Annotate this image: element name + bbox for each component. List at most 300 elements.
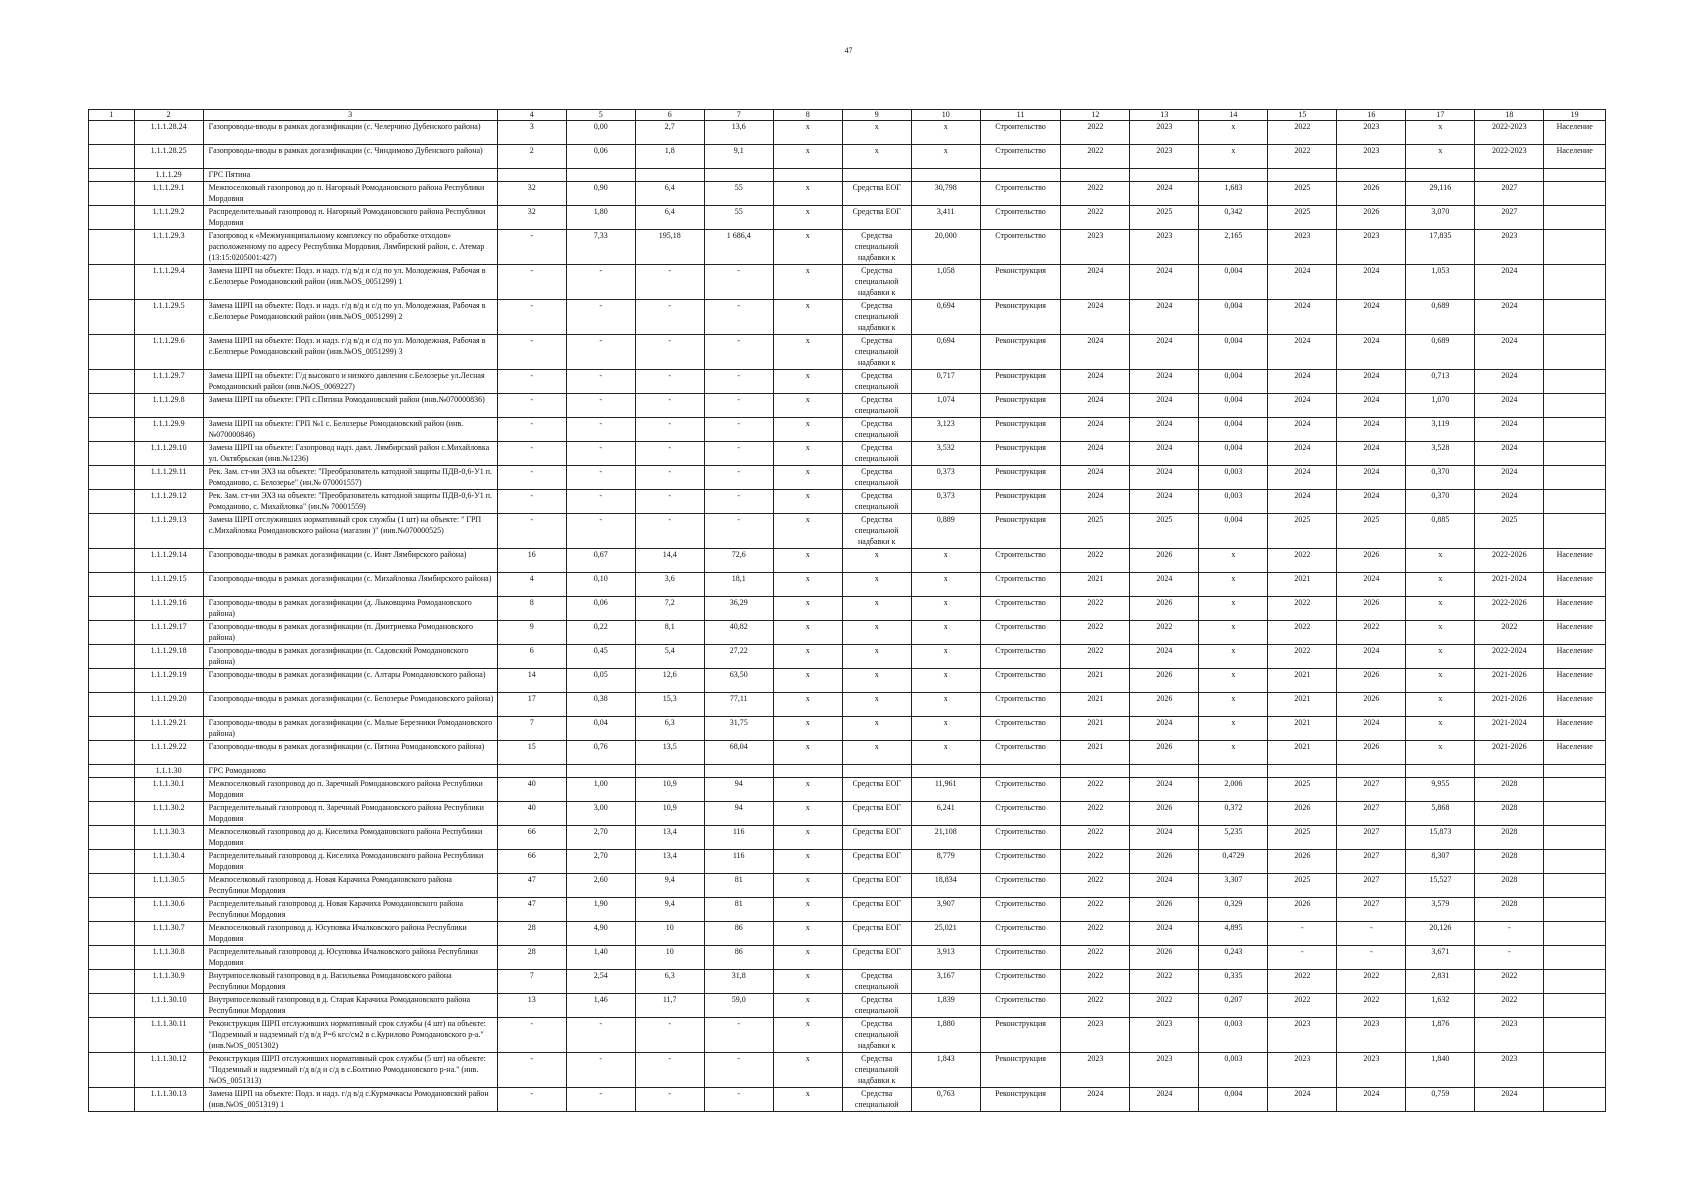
- table-cell: Средства ЕОГ: [842, 206, 911, 230]
- table-cell: 1,070: [1406, 394, 1475, 418]
- table-cell: 2024: [1268, 300, 1337, 335]
- table-cell: Строительство: [980, 802, 1061, 826]
- table-cell: [1544, 778, 1606, 802]
- table-cell: 15: [497, 741, 566, 765]
- table-cell: -: [704, 1053, 773, 1088]
- table-cell: Межпоселковый газопровод до п. Заречный Ромодановского района Республики Мордовия: [203, 778, 497, 802]
- table-cell: Средства специальной надбавки к: [842, 514, 911, 549]
- table-cell: 0,004: [1199, 418, 1268, 442]
- table-cell: 2,70: [566, 826, 635, 850]
- table-cell: -: [704, 466, 773, 490]
- table-cell: x: [773, 621, 842, 645]
- table-cell: [89, 970, 135, 994]
- table-cell: 9,955: [1406, 778, 1475, 802]
- column-number: 5: [566, 110, 635, 121]
- table-row: [89, 145, 1606, 169]
- table-cell: 11,961: [911, 778, 980, 802]
- table-cell: Газопроводы-вводы в рамках догазификации (д. Лыковщина Ромодановского района): [203, 597, 497, 621]
- table-cell: x: [1406, 597, 1475, 621]
- table-cell: Реконструкция ШРП отслуживших нормативный срок службы (5 шт) на объекте: "Подземный и надземный г/д в/д и с/д в с.Болтино Ромодановского р-на." (инв.№OS_0051313): [203, 1053, 497, 1088]
- table-cell: [1544, 765, 1606, 778]
- table-cell: 0,370: [1406, 490, 1475, 514]
- table-cell: 1,683: [1199, 182, 1268, 206]
- table-cell: Средства специальной: [842, 442, 911, 466]
- table-cell: 2023: [1061, 1018, 1130, 1053]
- table-cell: 10,9: [635, 778, 704, 802]
- table-cell: x: [773, 850, 842, 874]
- table-cell: 1.1.1.29.14: [134, 549, 203, 573]
- table-cell: [1544, 442, 1606, 466]
- table-cell: 3,00: [566, 802, 635, 826]
- table-cell: Население: [1544, 669, 1606, 693]
- table-cell: x: [1199, 669, 1268, 693]
- table-cell: 31,8: [704, 970, 773, 994]
- table-cell: 1.1.1.29.15: [134, 573, 203, 597]
- table-cell: 2023: [1268, 1018, 1337, 1053]
- table-cell: [89, 874, 135, 898]
- table-cell: [980, 169, 1061, 182]
- table-row: [89, 826, 1606, 850]
- table-cell: -: [704, 442, 773, 466]
- table-cell: 0,004: [1199, 265, 1268, 300]
- table-cell: 6,3: [635, 717, 704, 741]
- table-cell: -: [704, 1088, 773, 1112]
- table-cell: 2024: [1337, 490, 1406, 514]
- table-cell: 2022: [1061, 549, 1130, 573]
- table-cell: 2021-2024: [1475, 573, 1544, 597]
- table-cell: 1,880: [911, 1018, 980, 1053]
- table-row: [89, 645, 1606, 669]
- table-cell: 9: [497, 621, 566, 645]
- table-cell: 55: [704, 182, 773, 206]
- page-number: 47: [844, 46, 853, 55]
- table-cell: [89, 300, 135, 335]
- table-cell: 2022: [1061, 206, 1130, 230]
- table-cell: [635, 169, 704, 182]
- table-cell: x: [842, 549, 911, 573]
- table-cell: Средства специальной надбавки к: [842, 230, 911, 265]
- table-cell: Средства ЕОГ: [842, 850, 911, 874]
- table-cell: Средства ЕОГ: [842, 802, 911, 826]
- table-cell: 1.1.1.30.4: [134, 850, 203, 874]
- table-cell: 2028: [1475, 802, 1544, 826]
- table-cell: 25,021: [911, 922, 980, 946]
- table-cell: -: [566, 300, 635, 335]
- table-cell: 13: [497, 994, 566, 1018]
- table-cell: 1,90: [566, 898, 635, 922]
- table-cell: x: [773, 645, 842, 669]
- table-cell: 1,80: [566, 206, 635, 230]
- table-row: [89, 230, 1606, 265]
- table-cell: 2021: [1061, 669, 1130, 693]
- table-cell: 2024: [1475, 394, 1544, 418]
- column-number: 16: [1337, 110, 1406, 121]
- table-row: [89, 206, 1606, 230]
- table-cell: 1.1.1.30.10: [134, 994, 203, 1018]
- table-cell: 2021-2024: [1475, 717, 1544, 741]
- table-cell: 1 686,4: [704, 230, 773, 265]
- table-cell: 2027: [1475, 182, 1544, 206]
- table-cell: 2026: [1130, 850, 1199, 874]
- table-cell: 2026: [1337, 549, 1406, 573]
- table-cell: Распределительный газопровод д. Юсуповка Ичалковского района Республики Мордовия: [203, 946, 497, 970]
- table-cell: 2024: [1130, 874, 1199, 898]
- table-cell: 18,1: [704, 573, 773, 597]
- table-cell: [89, 669, 135, 693]
- table-cell: 86: [704, 946, 773, 970]
- table-cell: 2022-2026: [1475, 597, 1544, 621]
- table-cell: 2028: [1475, 826, 1544, 850]
- table-cell: x: [773, 922, 842, 946]
- table-row: [89, 693, 1606, 717]
- table-cell: 40: [497, 778, 566, 802]
- table-cell: Строительство: [980, 206, 1061, 230]
- table-cell: 2026: [1337, 597, 1406, 621]
- table-cell: 1.1.1.29.18: [134, 645, 203, 669]
- table-cell: x: [773, 300, 842, 335]
- table-cell: -: [1475, 922, 1544, 946]
- table-cell: [89, 717, 135, 741]
- table-cell: 2022-2026: [1475, 549, 1544, 573]
- table-cell: Замена ШРП на объекте: Г/д высокого и низкого давления с.Белозерье ул.Лесная Ромодановский район (инв.№OS_0069227): [203, 370, 497, 394]
- table-cell: x: [911, 717, 980, 741]
- table-cell: 2024: [1130, 826, 1199, 850]
- table-cell: 66: [497, 826, 566, 850]
- table-row: [89, 573, 1606, 597]
- table-cell: 2024: [1061, 466, 1130, 490]
- table-cell: 3,6: [635, 573, 704, 597]
- table-cell: 72,6: [704, 549, 773, 573]
- table-cell: x: [1406, 693, 1475, 717]
- table-cell: 14: [497, 669, 566, 693]
- table-cell: x: [911, 573, 980, 597]
- column-number: 3: [203, 110, 497, 121]
- table-cell: [773, 169, 842, 182]
- table-cell: x: [1199, 621, 1268, 645]
- table-cell: 1.1.1.29.8: [134, 394, 203, 418]
- table-cell: -: [704, 394, 773, 418]
- table-cell: [1544, 946, 1606, 970]
- table-cell: 4,90: [566, 922, 635, 946]
- table-cell: 6,4: [635, 182, 704, 206]
- table-row: [89, 1053, 1606, 1088]
- table-cell: -: [704, 514, 773, 549]
- table-cell: 1,00: [566, 778, 635, 802]
- table-cell: Распределительный газопровод п. Нагорный Ромодановского района Республики Мордовия: [203, 206, 497, 230]
- table-cell: Реконструкция: [980, 370, 1061, 394]
- table-cell: 8: [497, 597, 566, 621]
- table-cell: Газопроводы-вводы в рамках догазификации (с. Чиндимово Дубенского района): [203, 145, 497, 169]
- table-cell: 2,7: [635, 121, 704, 145]
- table-cell: 2024: [1268, 335, 1337, 370]
- table-cell: 2024: [1130, 335, 1199, 370]
- table-cell: 2024: [1337, 335, 1406, 370]
- table-cell: 3: [497, 121, 566, 145]
- table-cell: 10: [635, 922, 704, 946]
- table-cell: x: [1406, 645, 1475, 669]
- table-cell: Реконструкция: [980, 418, 1061, 442]
- table-cell: 0,004: [1199, 1088, 1268, 1112]
- table-cell: 2024: [1337, 442, 1406, 466]
- table-cell: [497, 765, 566, 778]
- table-cell: 2,006: [1199, 778, 1268, 802]
- table-row: [89, 549, 1606, 573]
- table-cell: -: [704, 370, 773, 394]
- table-cell: -: [566, 442, 635, 466]
- table-cell: Внутрипоселковый газопровод в д. Старая Карачиха Ромодановского района Республики Мордовия: [203, 994, 497, 1018]
- table-cell: 2024: [1130, 490, 1199, 514]
- table-cell: 94: [704, 778, 773, 802]
- table-cell: 2026: [1130, 597, 1199, 621]
- table-cell: -: [566, 1018, 635, 1053]
- table-cell: Замена ШРП на объекте: Газопровод надз. давл. Лямбирский район с.Михайловка ул. Октябрьская (инв.№1236): [203, 442, 497, 466]
- table-cell: Реконструкция: [980, 265, 1061, 300]
- table-cell: 0,759: [1406, 1088, 1475, 1112]
- table-cell: 1.1.1.29.19: [134, 669, 203, 693]
- column-number: 8: [773, 110, 842, 121]
- table-cell: 2024: [1268, 265, 1337, 300]
- table-cell: [89, 1018, 135, 1053]
- column-number: 4: [497, 110, 566, 121]
- table-cell: 1.1.1.30.13: [134, 1088, 203, 1112]
- table-cell: 7: [497, 717, 566, 741]
- table-cell: 2025: [1268, 206, 1337, 230]
- table-cell: 2024: [1061, 265, 1130, 300]
- table-cell: 0,694: [911, 300, 980, 335]
- table-cell: x: [842, 693, 911, 717]
- table-cell: 2025: [1268, 874, 1337, 898]
- table-cell: x: [773, 994, 842, 1018]
- table-cell: x: [1199, 573, 1268, 597]
- table-cell: [1268, 765, 1337, 778]
- table-cell: Средства специальной: [842, 370, 911, 394]
- table-cell: Газопроводы-вводы в рамках догазификации (с. Инят Лямбирского района): [203, 549, 497, 573]
- table-cell: 2023: [1475, 230, 1544, 265]
- table-cell: 2023: [1061, 1053, 1130, 1088]
- table-cell: [1130, 765, 1199, 778]
- table-cell: 2022-2023: [1475, 121, 1544, 145]
- table-row: [89, 182, 1606, 206]
- table-cell: Строительство: [980, 874, 1061, 898]
- table-cell: [1544, 1088, 1606, 1112]
- table-cell: 94: [704, 802, 773, 826]
- table-cell: 2022: [1061, 597, 1130, 621]
- table-cell: 13,5: [635, 741, 704, 765]
- table-cell: Население: [1544, 121, 1606, 145]
- table-cell: 2024: [1130, 645, 1199, 669]
- table-cell: -: [566, 466, 635, 490]
- table-cell: Реконструкция: [980, 335, 1061, 370]
- table-cell: 2022: [1061, 778, 1130, 802]
- table-cell: 1.1.1.30.7: [134, 922, 203, 946]
- table-cell: 0,885: [1406, 514, 1475, 549]
- table-cell: 0,207: [1199, 994, 1268, 1018]
- table-cell: Средства специальной: [842, 466, 911, 490]
- table-cell: x: [911, 645, 980, 669]
- table-cell: 7,33: [566, 230, 635, 265]
- table-cell: 2023: [1061, 230, 1130, 265]
- table-row: [89, 418, 1606, 442]
- table-cell: 2027: [1337, 898, 1406, 922]
- table-cell: 2024: [1475, 418, 1544, 442]
- table-cell: 5,868: [1406, 802, 1475, 826]
- table-cell: [89, 597, 135, 621]
- table-cell: x: [1406, 621, 1475, 645]
- table-cell: 2024: [1268, 370, 1337, 394]
- table-cell: [89, 265, 135, 300]
- table-cell: 1.1.1.29.13: [134, 514, 203, 549]
- table-cell: 3,070: [1406, 206, 1475, 230]
- table-cell: 0,689: [1406, 300, 1475, 335]
- table-cell: 2024: [1268, 1088, 1337, 1112]
- table-cell: 28: [497, 946, 566, 970]
- table-row: [89, 490, 1606, 514]
- table-cell: x: [911, 121, 980, 145]
- table-cell: x: [773, 874, 842, 898]
- table-cell: 1,876: [1406, 1018, 1475, 1053]
- column-number: 14: [1199, 110, 1268, 121]
- table-cell: Строительство: [980, 693, 1061, 717]
- table-cell: x: [773, 778, 842, 802]
- table-cell: [1199, 765, 1268, 778]
- table-cell: 2023: [1130, 1018, 1199, 1053]
- table-cell: -: [635, 442, 704, 466]
- table-cell: 1.1.1.30.5: [134, 874, 203, 898]
- table-cell: Реконструкция: [980, 1053, 1061, 1088]
- table-cell: 1.1.1.30.11: [134, 1018, 203, 1053]
- table-cell: Средства специальной: [842, 970, 911, 994]
- table-cell: Строительство: [980, 645, 1061, 669]
- table-cell: 14,4: [635, 549, 704, 573]
- table-cell: 2023: [1337, 1018, 1406, 1053]
- table-cell: [911, 765, 980, 778]
- table-cell: 2028: [1475, 874, 1544, 898]
- table-cell: 1.1.1.29.7: [134, 370, 203, 394]
- table-cell: 13,6: [704, 121, 773, 145]
- table-cell: [1544, 265, 1606, 300]
- table-cell: 0,713: [1406, 370, 1475, 394]
- table-cell: x: [1199, 741, 1268, 765]
- table-cell: 81: [704, 874, 773, 898]
- table-cell: 0,003: [1199, 490, 1268, 514]
- table-cell: -: [1268, 946, 1337, 970]
- table-cell: 2022: [1061, 874, 1130, 898]
- table-cell: Реконструкция: [980, 1088, 1061, 1112]
- table-cell: 1.1.1.29.3: [134, 230, 203, 265]
- table-cell: 2,165: [1199, 230, 1268, 265]
- table-cell: x: [842, 741, 911, 765]
- table-cell: 2025: [1061, 514, 1130, 549]
- table-row: [89, 802, 1606, 826]
- table-cell: x: [773, 335, 842, 370]
- table-cell: 2022: [1061, 802, 1130, 826]
- table-cell: 2026: [1130, 898, 1199, 922]
- table-row: [89, 514, 1606, 549]
- table-cell: Реконструкция: [980, 394, 1061, 418]
- table-cell: Межпоселковый газопровод д. Юсуповка Ичалковского района Республики Мордовия: [203, 922, 497, 946]
- table-cell: -: [635, 1018, 704, 1053]
- table-cell: x: [773, 490, 842, 514]
- table-cell: Средства специальной надбавки к: [842, 300, 911, 335]
- table-cell: 2,70: [566, 850, 635, 874]
- table-cell: [89, 826, 135, 850]
- table-cell: Рек. Зам. ст-ии ЭХЗ на объекте: "Преобразователь катодной защиты ПДВ-0,6-У1 п. Ромоданово, с. Михайловка" (ин.№ 70001559): [203, 490, 497, 514]
- table-cell: Межпоселковый газопровод до п. Нагорный Ромодановского района Республики Мордовия: [203, 182, 497, 206]
- table-cell: Газопровод к «Межмуниципальному комплексу по обработке отходов» расположенному по адресу Республика Мордовия, Лямбирский район, с. Атемар (13:15:0205001:427): [203, 230, 497, 265]
- table-cell: Средства ЕОГ: [842, 182, 911, 206]
- table-cell: 2024: [1475, 1088, 1544, 1112]
- table-cell: 1.1.1.29.6: [134, 335, 203, 370]
- table-cell: 9,4: [635, 874, 704, 898]
- table-row: [89, 898, 1606, 922]
- table-cell: 0,373: [911, 466, 980, 490]
- table-cell: 3,528: [1406, 442, 1475, 466]
- table-cell: Замена ШРП на объекте: Подз. и надз. г/д в/д и с/д по ул. Молодежная, Рабочая в с.Белозерье Ромодановский район (инв.№OS_0051299) 3: [203, 335, 497, 370]
- table-cell: Строительство: [980, 182, 1061, 206]
- table-cell: ГРС Ромоданово: [203, 765, 497, 778]
- table-cell: 6,4: [635, 206, 704, 230]
- table-cell: Межпоселковый газопровод до д. Киселиха Ромодановского района Республики Мордовия: [203, 826, 497, 850]
- table-cell: 6,3: [635, 970, 704, 994]
- table-cell: x: [773, 741, 842, 765]
- table-cell: 55: [704, 206, 773, 230]
- table-cell: 2021: [1061, 717, 1130, 741]
- table-cell: [980, 765, 1061, 778]
- table-cell: 2022: [1268, 621, 1337, 645]
- table-cell: Реконструкция: [980, 466, 1061, 490]
- table-cell: x: [1406, 669, 1475, 693]
- table-cell: Газопроводы-вводы в рамках догазификации (с. Белозерье Ромодановского района): [203, 693, 497, 717]
- table-cell: 2024: [1061, 490, 1130, 514]
- table-cell: 2025: [1130, 514, 1199, 549]
- column-number: 12: [1061, 110, 1130, 121]
- table-cell: x: [773, 418, 842, 442]
- table-cell: 1,839: [911, 994, 980, 1018]
- table-cell: 2022: [1130, 621, 1199, 645]
- table-cell: 2026: [1268, 802, 1337, 826]
- table-cell: 2025: [1268, 182, 1337, 206]
- table-cell: [704, 169, 773, 182]
- table-cell: 2024: [1130, 300, 1199, 335]
- table-cell: Население: [1544, 645, 1606, 669]
- table-cell: [497, 169, 566, 182]
- table-cell: [1544, 994, 1606, 1018]
- table-cell: Строительство: [980, 621, 1061, 645]
- table-cell: -: [704, 1018, 773, 1053]
- table-cell: Реконструкция ШРП отслуживших нормативный срок службы (4 шт) на объекте: "Подземный и надземный г/д в/д Р=6 кгс/см2 в с.Курилово Ромодановского р-а." (инв.№OS_0051302): [203, 1018, 497, 1053]
- table-cell: 18,834: [911, 874, 980, 898]
- table-cell: 2024: [1475, 466, 1544, 490]
- table-cell: 2024: [1130, 182, 1199, 206]
- table-cell: 0,763: [911, 1088, 980, 1112]
- table-row: [89, 335, 1606, 370]
- table-cell: [89, 394, 135, 418]
- table-cell: 2022: [1337, 621, 1406, 645]
- table-cell: Средства специальной надбавки к: [842, 265, 911, 300]
- table-cell: 2022: [1475, 970, 1544, 994]
- table-cell: [89, 850, 135, 874]
- table-cell: 2025: [1268, 826, 1337, 850]
- table-cell: x: [842, 621, 911, 645]
- table-cell: 11,7: [635, 994, 704, 1018]
- table-cell: 0,003: [1199, 1018, 1268, 1053]
- table-cell: 116: [704, 826, 773, 850]
- table-cell: Газопроводы-вводы в рамках догазификации (с. Пятина Ромодановского района): [203, 741, 497, 765]
- table-cell: [89, 121, 135, 145]
- table-row: [89, 621, 1606, 645]
- table-cell: 2024: [1130, 442, 1199, 466]
- table-cell: [1544, 922, 1606, 946]
